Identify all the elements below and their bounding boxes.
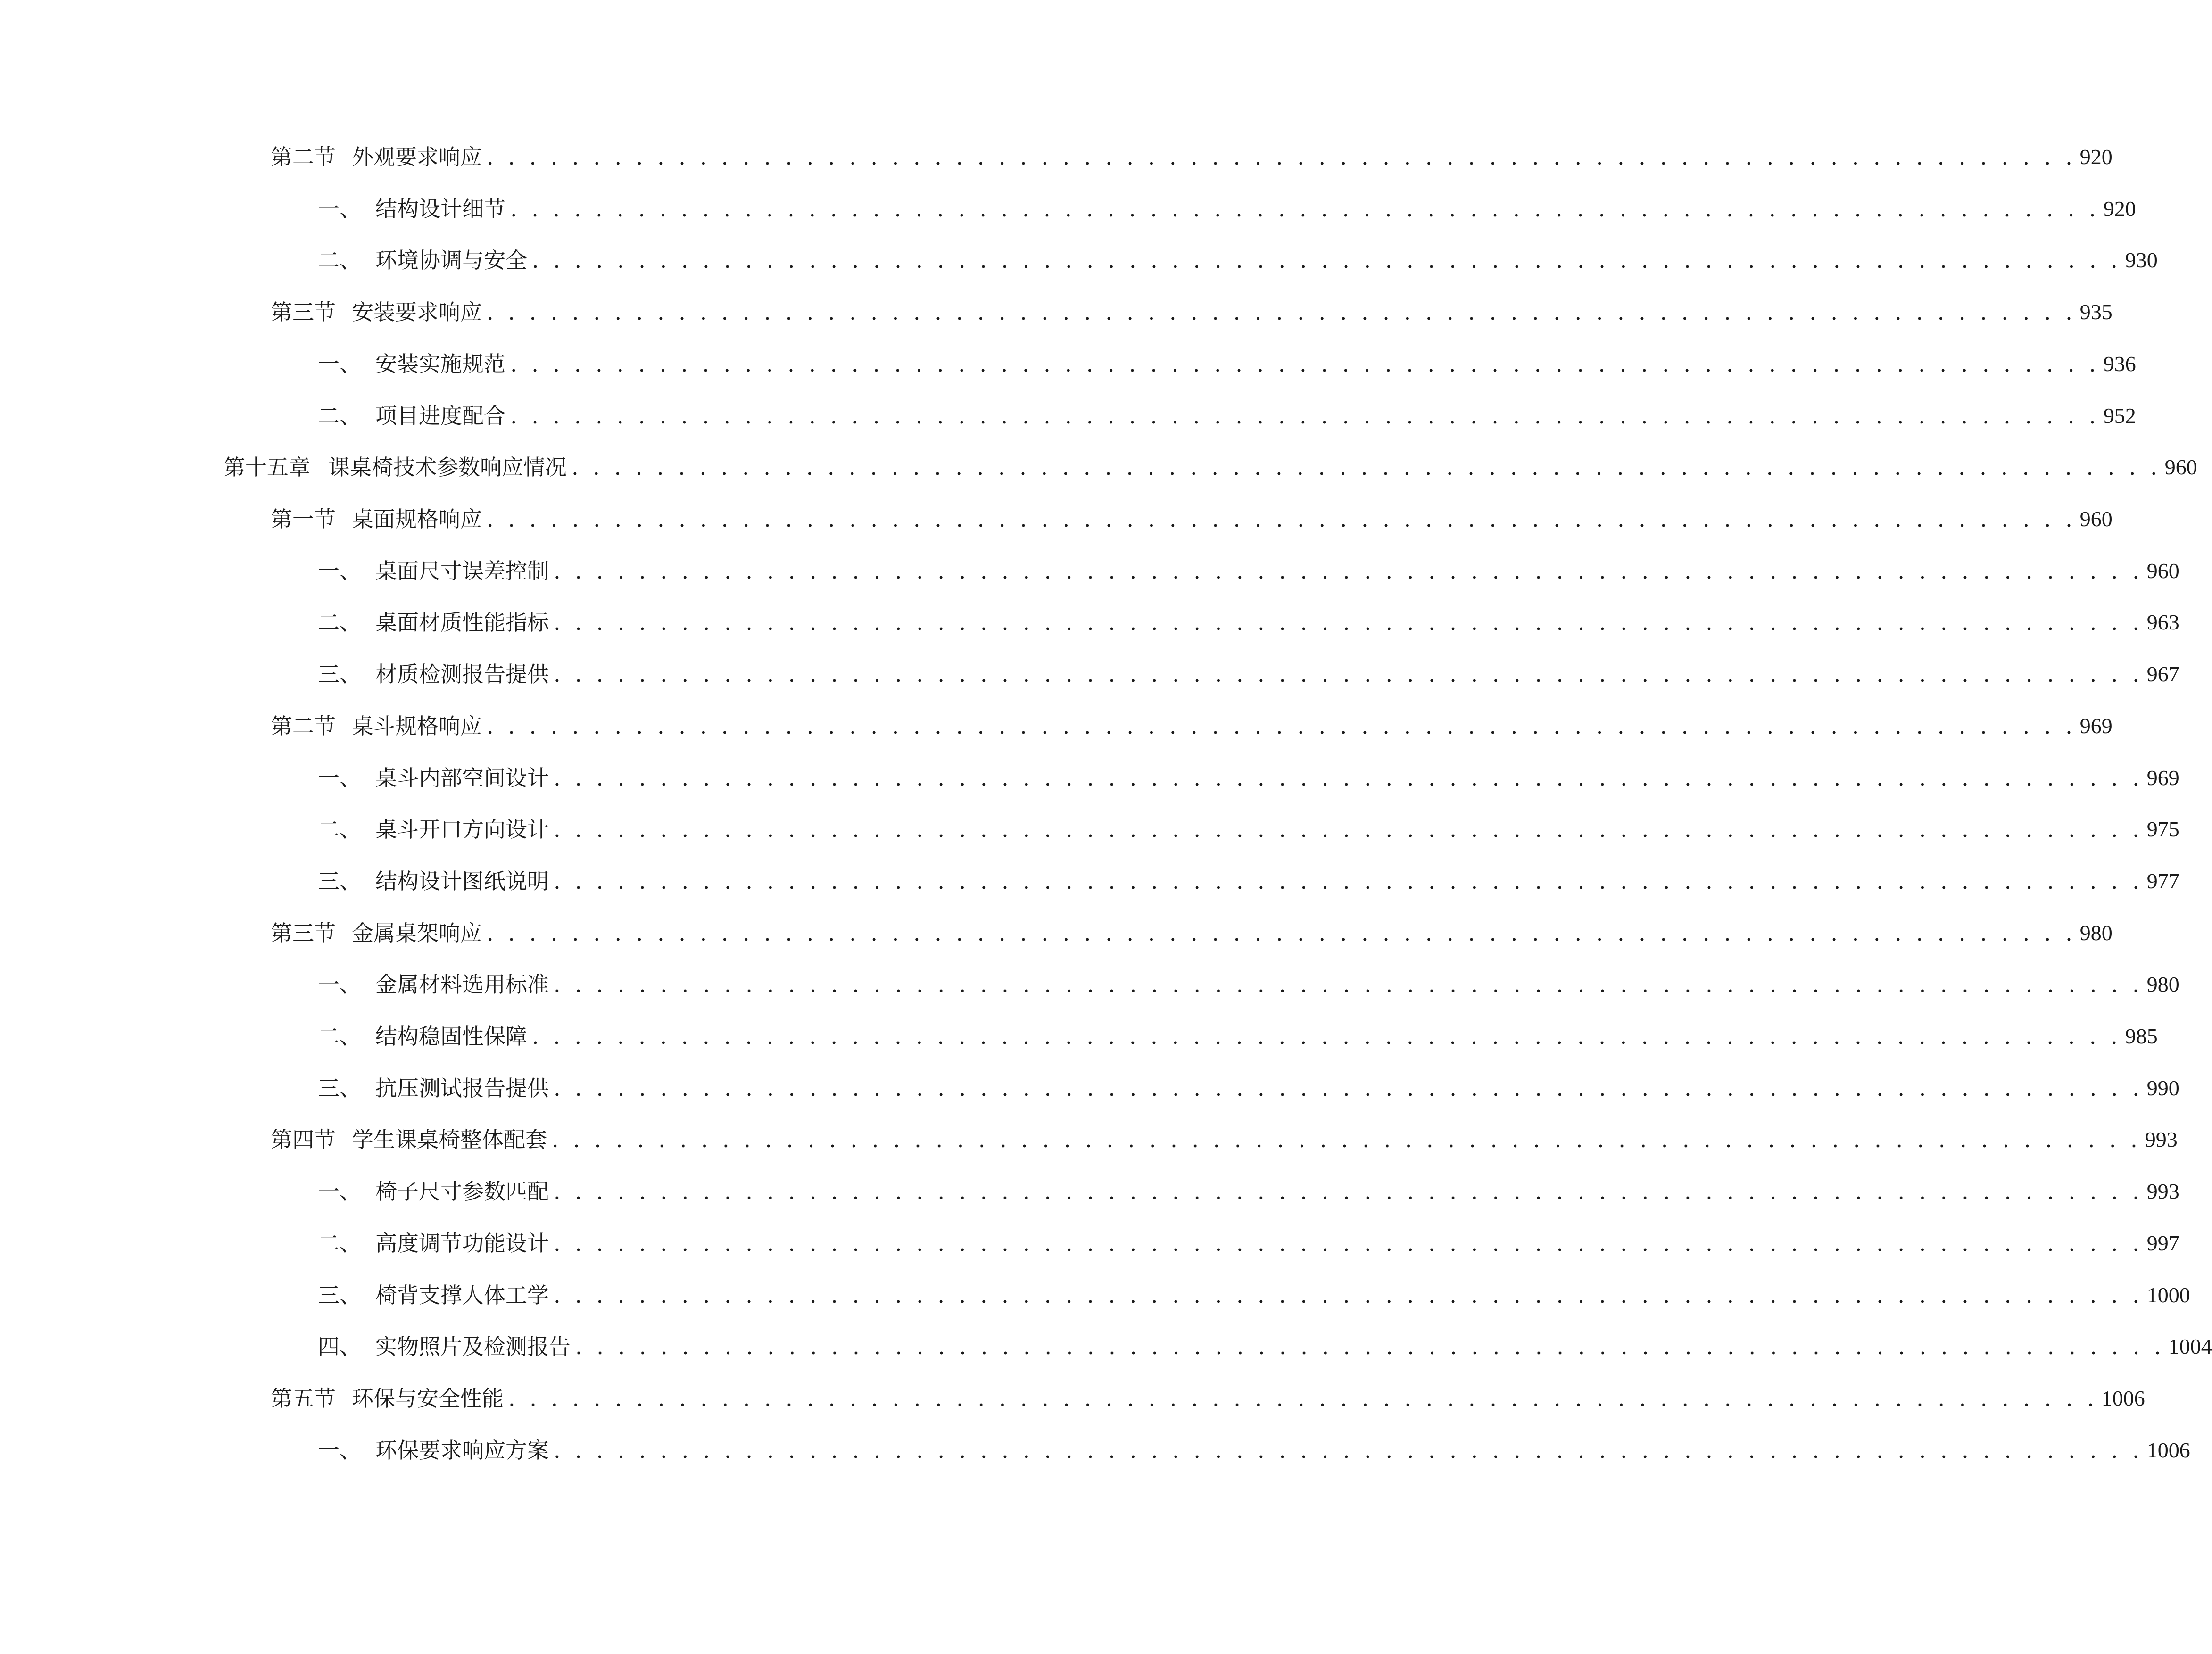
toc-entry[interactable] bbox=[271, 712, 2113, 740]
toc-entry-page: 963 bbox=[2146, 610, 2179, 634]
dot-leader: . . . . . . . . . . . . . . . . . . . . . . . . . . . . . . . . . . . . . . . . . . . . . . . . . . . . . . . . . . . . . . . . . . . . . . . . . . . bbox=[554, 1282, 2143, 1308]
toc-entry-number: 一、 bbox=[318, 558, 361, 584]
toc-entry[interactable] bbox=[271, 298, 2113, 326]
toc-entry-number: 第四节 bbox=[271, 1127, 336, 1152]
dot-leader: . . . . . . . . . . . . . . . . . . . . . . . . . . . . . . . . . . . . . . . . . . . . . . . . . . . . . . . . . . . . . . . . . . . . . . . . . . . bbox=[575, 1334, 2165, 1359]
toc-entry[interactable] bbox=[318, 660, 2179, 688]
toc-entry[interactable] bbox=[271, 143, 2113, 171]
toc-entry-title: 桌斗开口方向设计 bbox=[375, 817, 549, 842]
toc-entry[interactable] bbox=[318, 1281, 2190, 1309]
toc-entry-number: 一、 bbox=[318, 351, 361, 377]
toc-entry-number: 一、 bbox=[318, 196, 361, 222]
toc-entry-page: 977 bbox=[2146, 869, 2179, 893]
toc-entry-title: 结构设计图纸说明 bbox=[375, 868, 549, 894]
toc-entry-number: 二、 bbox=[318, 403, 361, 429]
toc-entry-number: 三、 bbox=[318, 1282, 361, 1308]
dot-leader: . . . . . . . . . . . . . . . . . . . . . . . . . . . . . . . . . . . . . . . . . . . . . . . . . . . . . . . . . . . . . . . . . . . . . . . . . . . bbox=[554, 662, 2143, 687]
toc-entry-page: 990 bbox=[2146, 1076, 2179, 1100]
dot-leader: . . . . . . . . . . . . . . . . . . . . . . . . . . . . . . . . . . . . . . . . . . . . . . . . . . . . . . . . . . . . . . . . . . . . . . . . . . . bbox=[554, 868, 2143, 894]
toc-entry-page: 969 bbox=[2079, 714, 2113, 738]
toc-entry-number: 第五节 bbox=[271, 1386, 336, 1411]
toc-entry-title: 桌面尺寸误差控制 bbox=[375, 558, 549, 584]
toc-entry-number: 第十五章 bbox=[224, 455, 310, 480]
dot-leader: . . . . . . . . . . . . . . . . . . . . . . . . . . . . . . . . . . . . . . . . . . . . . . . . . . . . . . . . . . . . . . . . . . . . . . . . . . . bbox=[508, 1386, 2098, 1411]
toc-entry-title: 实物照片及检测报告 bbox=[375, 1334, 571, 1359]
toc-entry-title: 环境协调与安全 bbox=[375, 248, 527, 273]
toc-entry[interactable] bbox=[318, 1229, 2179, 1257]
toc-entry-page: 997 bbox=[2146, 1231, 2179, 1255]
toc-entry-number: 四、 bbox=[318, 1334, 361, 1359]
toc-entry-page: 952 bbox=[2103, 404, 2136, 428]
toc-entry-number: 二、 bbox=[318, 610, 361, 635]
toc-entry-page: 993 bbox=[2146, 1179, 2179, 1203]
toc-entry-page: 936 bbox=[2103, 352, 2136, 376]
toc-entry-number: 三、 bbox=[318, 868, 361, 894]
toc-entry[interactable] bbox=[318, 970, 2179, 999]
toc-entry-title: 学生课桌椅整体配套 bbox=[352, 1127, 547, 1152]
toc-entry-number: 第一节 bbox=[271, 506, 336, 532]
toc-entry[interactable] bbox=[271, 505, 2113, 533]
toc-entry[interactable] bbox=[224, 453, 2197, 481]
toc-entry-number: 二、 bbox=[318, 248, 361, 273]
toc-entry-title: 项目进度配合 bbox=[375, 403, 505, 429]
toc-entry-title: 安装实施规范 bbox=[375, 351, 505, 377]
toc-entry-number: 一、 bbox=[318, 765, 361, 791]
toc-entry-page: 980 bbox=[2079, 921, 2113, 945]
toc-entry[interactable] bbox=[318, 557, 2179, 585]
toc-entry-page: 969 bbox=[2146, 766, 2179, 790]
dot-leader: . . . . . . . . . . . . . . . . . . . . . . . . . . . . . . . . . . . . . . . . . . . . . . . . . . . . . . . . . . . . . . . . . . . . . . . . . . . bbox=[487, 299, 2076, 325]
toc-entry-number: 二、 bbox=[318, 1231, 361, 1256]
toc-entry-page: 1006 bbox=[2146, 1438, 2190, 1462]
toc-entry-page: 1000 bbox=[2146, 1283, 2190, 1307]
toc-entry-number: 一、 bbox=[318, 1438, 361, 1463]
toc-entry-page: 920 bbox=[2103, 197, 2136, 221]
toc-entry-number: 第三节 bbox=[271, 920, 336, 946]
toc-entry-title: 金属材料选用标准 bbox=[375, 972, 549, 997]
dot-leader: . . . . . . . . . . . . . . . . . . . . . . . . . . . . . . . . . . . . . . . . . . . . . . . . . . . . . . . . . . . . . . . . . . . . . . . . . . . bbox=[487, 920, 2076, 946]
toc-entry[interactable] bbox=[318, 246, 2158, 274]
toc-entry[interactable] bbox=[271, 1384, 2145, 1413]
toc-entry[interactable] bbox=[318, 867, 2179, 895]
toc-entry-page: 985 bbox=[2125, 1024, 2158, 1048]
dot-leader: . . . . . . . . . . . . . . . . . . . . . . . . . . . . . . . . . . . . . . . . . . . . . . . . . . . . . . . . . . . . . . . . . . . . . . . . . . . bbox=[554, 1075, 2143, 1101]
toc-entry-title: 桌斗内部空间设计 bbox=[375, 765, 549, 791]
toc-entry[interactable] bbox=[318, 1074, 2179, 1102]
dot-leader: . . . . . . . . . . . . . . . . . . . . . . . . . . . . . . . . . . . . . . . . . . . . . . . . . . . . . . . . . . . . . . . . . . . . . . . . . . . bbox=[554, 972, 2143, 997]
toc-entry-page: 1004 bbox=[2168, 1334, 2212, 1358]
dot-leader: . . . . . . . . . . . . . . . . . . . . . . . . . . . . . . . . . . . . . . . . . . . . . . . . . . . . . . . . . . . . . . . . . . . . . . . . . . . bbox=[554, 817, 2143, 842]
toc-entry-title: 课桌椅技术参数响应情况 bbox=[328, 455, 567, 480]
toc-entry[interactable] bbox=[318, 195, 2136, 223]
toc-entry[interactable] bbox=[271, 919, 2113, 947]
toc-entry-title: 椅背支撑人体工学 bbox=[375, 1282, 549, 1308]
dot-leader: . . . . . . . . . . . . . . . . . . . . . . . . . . . . . . . . . . . . . . . . . . . . . . . . . . . . . . . . . . . . . . . . . . . . . . . . . . . bbox=[572, 455, 2161, 480]
toc-entry-title: 金属桌架响应 bbox=[352, 920, 482, 946]
dot-leader: . . . . . . . . . . . . . . . . . . . . . . . . . . . . . . . . . . . . . . . . . . . . . . . . . . . . . . . . . . . . . . . . . . . . . . . . . . . bbox=[554, 1231, 2143, 1256]
dot-leader: . . . . . . . . . . . . . . . . . . . . . . . . . . . . . . . . . . . . . . . . . . . . . . . . . . . . . . . . . . . . . . . . . . . . . . . . . . . bbox=[554, 765, 2143, 791]
toc-entry-title: 外观要求响应 bbox=[352, 144, 482, 170]
dot-leader: . . . . . . . . . . . . . . . . . . . . . . . . . . . . . . . . . . . . . . . . . . . . . . . . . . . . . . . . . . . . . . . . . . . . . . . . . . . bbox=[532, 248, 2121, 273]
dot-leader: . . . . . . . . . . . . . . . . . . . . . . . . . . . . . . . . . . . . . . . . . . . . . . . . . . . . . . . . . . . . . . . . . . . . . . . . . . . bbox=[532, 1024, 2121, 1049]
toc-entry-number: 一、 bbox=[318, 972, 361, 997]
toc-entry[interactable] bbox=[271, 1125, 2178, 1154]
toc-entry-title: 安装要求响应 bbox=[352, 299, 482, 325]
toc-entry-title: 桌斗规格响应 bbox=[352, 713, 482, 739]
toc-entry-page: 960 bbox=[2146, 559, 2179, 583]
toc-entry-page: 930 bbox=[2125, 248, 2158, 272]
toc-entry-number: 二、 bbox=[318, 817, 361, 842]
toc-entry-page: 960 bbox=[2164, 455, 2197, 479]
dot-leader: . . . . . . . . . . . . . . . . . . . . . . . . . . . . . . . . . . . . . . . . . . . . . . . . . . . . . . . . . . . . . . . . . . . . . . . . . . . bbox=[487, 713, 2076, 739]
dot-leader: . . . . . . . . . . . . . . . . . . . . . . . . . . . . . . . . . . . . . . . . . . . . . . . . . . . . . . . . . . . . . . . . . . . . . . . . . . . bbox=[554, 610, 2143, 635]
toc-entry-number: 第三节 bbox=[271, 299, 336, 325]
toc-entry-number: 一、 bbox=[318, 1179, 361, 1204]
toc-entry-title: 高度调节功能设计 bbox=[375, 1231, 549, 1256]
toc-entry[interactable] bbox=[318, 1177, 2179, 1206]
toc-entry-page: 935 bbox=[2079, 300, 2113, 324]
dot-leader: . . . . . . . . . . . . . . . . . . . . . . . . . . . . . . . . . . . . . . . . . . . . . . . . . . . . . . . . . . . . . . . . . . . . . . . . . . . bbox=[510, 403, 2100, 429]
toc-entry-page: 975 bbox=[2146, 817, 2179, 841]
toc-entry-title: 结构设计细节 bbox=[375, 196, 505, 222]
dot-leader: . . . . . . . . . . . . . . . . . . . . . . . . . . . . . . . . . . . . . . . . . . . . . . . . . . . . . . . . . . . . . . . . . . . . . . . . . . . bbox=[510, 196, 2100, 222]
toc-entry-page: 920 bbox=[2079, 145, 2113, 169]
toc-entry-page: 967 bbox=[2146, 662, 2179, 686]
toc-entry[interactable] bbox=[318, 1332, 2212, 1361]
dot-leader: . . . . . . . . . . . . . . . . . . . . . . . . . . . . . . . . . . . . . . . . . . . . . . . . . . . . . . . . . . . . . . . . . . . . . . . . . . . bbox=[554, 1438, 2143, 1463]
toc-entry-title: 材质检测报告提供 bbox=[375, 662, 549, 687]
dot-leader: . . . . . . . . . . . . . . . . . . . . . . . . . . . . . . . . . . . . . . . . . . . . . . . . . . . . . . . . . . . . . . . . . . . . . . . . . . . bbox=[487, 506, 2076, 532]
toc-entry-number: 二、 bbox=[318, 1024, 361, 1049]
toc-entry-number: 第二节 bbox=[271, 713, 336, 739]
dot-leader: . . . . . . . . . . . . . . . . . . . . . . . . . . . . . . . . . . . . . . . . . . . . . . . . . . . . . . . . . . . . . . . . . . . . . . . . . . . bbox=[552, 1127, 2141, 1152]
dot-leader: . . . . . . . . . . . . . . . . . . . . . . . . . . . . . . . . . . . . . . . . . . . . . . . . . . . . . . . . . . . . . . . . . . . . . . . . . . . bbox=[554, 558, 2143, 584]
toc-entry[interactable] bbox=[318, 764, 2179, 792]
toc-entry[interactable] bbox=[318, 1022, 2158, 1050]
dot-leader: . . . . . . . . . . . . . . . . . . . . . . . . . . . . . . . . . . . . . . . . . . . . . . . . . . . . . . . . . . . . . . . . . . . . . . . . . . . bbox=[554, 1179, 2143, 1204]
toc-entry[interactable] bbox=[318, 608, 2179, 637]
toc-entry-page: 960 bbox=[2079, 507, 2113, 531]
toc-entry-title: 抗压测试报告提供 bbox=[375, 1075, 549, 1101]
toc-entry-title: 环保要求响应方案 bbox=[375, 1438, 549, 1463]
toc-entry-page: 993 bbox=[2145, 1127, 2178, 1151]
toc-entry[interactable] bbox=[318, 815, 2179, 844]
dot-leader: . . . . . . . . . . . . . . . . . . . . . . . . . . . . . . . . . . . . . . . . . . . . . . . . . . . . . . . . . . . . . . . . . . . . . . . . . . . bbox=[510, 351, 2100, 377]
toc-entry[interactable] bbox=[318, 402, 2136, 430]
toc-entry[interactable] bbox=[318, 350, 2136, 378]
toc-entry-title: 桌面材质性能指标 bbox=[375, 610, 549, 635]
toc-entry-number: 三、 bbox=[318, 1075, 361, 1101]
toc-entry-page: 1006 bbox=[2101, 1386, 2145, 1410]
toc-entry-number: 三、 bbox=[318, 662, 361, 687]
toc-entry-page: 980 bbox=[2146, 972, 2179, 996]
toc-entry-title: 结构稳固性保障 bbox=[375, 1024, 527, 1049]
toc-entry[interactable] bbox=[318, 1436, 2190, 1464]
toc-entry-number: 第二节 bbox=[271, 144, 336, 170]
toc-entry-title: 环保与安全性能 bbox=[352, 1386, 504, 1411]
toc-entry-title: 桌面规格响应 bbox=[352, 506, 482, 532]
dot-leader: . . . . . . . . . . . . . . . . . . . . . . . . . . . . . . . . . . . . . . . . . . . . . . . . . . . . . . . . . . . . . . . . . . . . . . . . . . . bbox=[487, 144, 2076, 170]
toc-entry-title: 椅子尺寸参数匹配 bbox=[375, 1179, 549, 1204]
